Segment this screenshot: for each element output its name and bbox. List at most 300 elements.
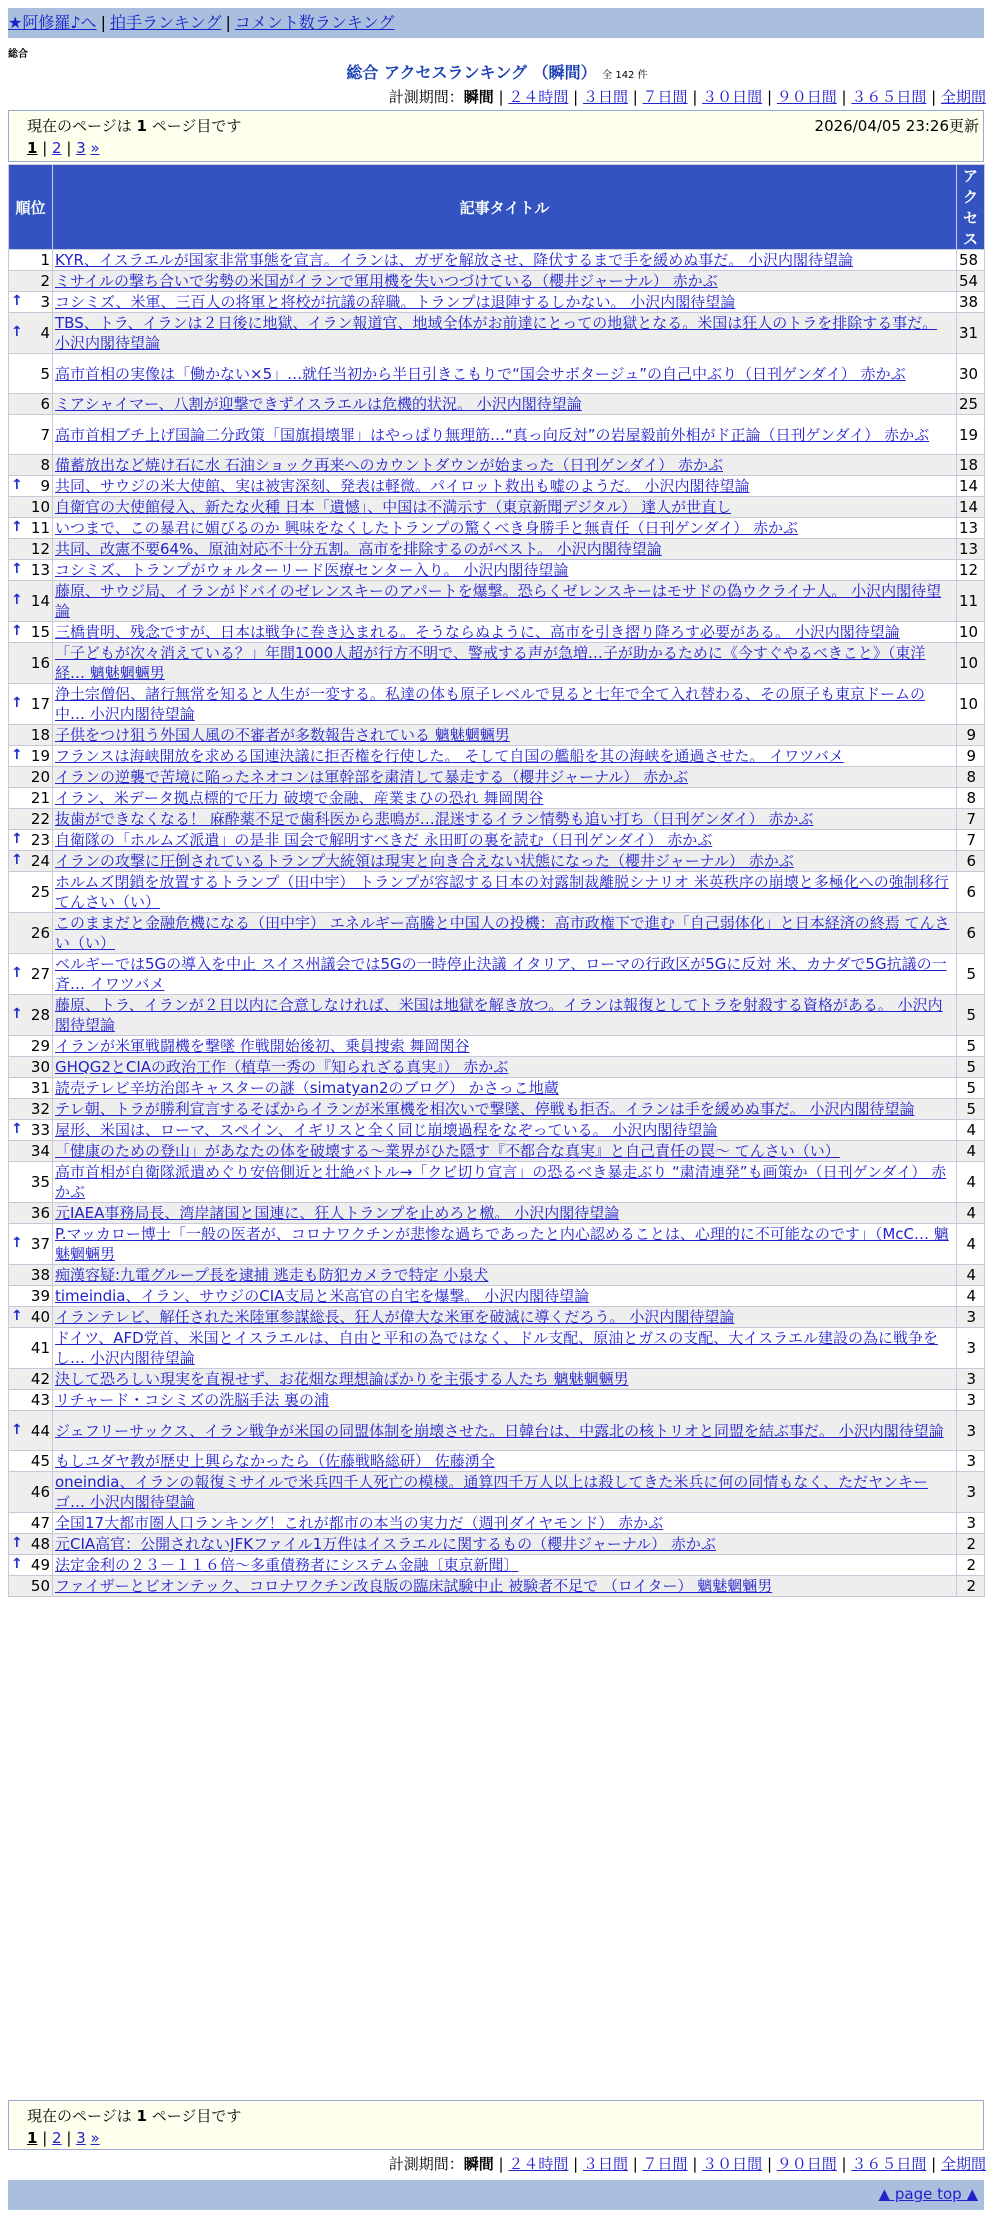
rank-up-arrow-icon: ↑ xyxy=(11,831,23,847)
article-link[interactable]: TBS、トラ、イランは２日後に地獄、イラン報道官、地域全体がお前達にとっての地獄となる。米国は狂人のトラを排除する事だ。 小沢内閣待望論 xyxy=(55,314,938,352)
title-cell xyxy=(53,1472,957,1513)
period-current: 瞬間 xyxy=(463,88,494,106)
access-count: 4 xyxy=(957,1120,985,1141)
access-count: 10 xyxy=(957,622,985,643)
rank-cell xyxy=(9,1328,53,1369)
rank-cell xyxy=(9,1036,53,1057)
rank-number: 37 xyxy=(30,1235,50,1253)
rank-number: 40 xyxy=(30,1308,50,1326)
access-count: 5 xyxy=(957,954,985,995)
table-row xyxy=(9,476,985,497)
rank-up-arrow-icon: ↑ xyxy=(11,1535,23,1551)
table-row xyxy=(9,767,985,788)
rank-number: 23 xyxy=(30,831,50,849)
article-link[interactable]: 子供をつけ狙う外国人風の不審者が多数報告されている 魑魅魍魎男 xyxy=(55,726,510,744)
rank-cell xyxy=(9,1555,53,1576)
article-link[interactable]: ジェフリーサックス、イラン戦争が米国の同盟体制を崩壊させた。日韓台は、中露北の核トリオと同盟を結ぶ事だ。 小沢内閣待望論 xyxy=(55,1421,944,1440)
rank-number: 36 xyxy=(30,1204,50,1222)
access-count: 5 xyxy=(957,1057,985,1078)
pager-bottom xyxy=(8,2100,984,2150)
period-link[interactable]: ９０日間 xyxy=(776,88,837,106)
rank-cell xyxy=(9,560,53,581)
rank-cell xyxy=(9,497,53,518)
rank-cell xyxy=(9,1534,53,1555)
rank-up-arrow-icon: ↑ xyxy=(11,1421,23,1438)
access-count: 7 xyxy=(957,809,985,830)
rank-up-arrow-icon: ↑ xyxy=(11,519,23,535)
updated-timestamp: 2026/04/05 23:26更新 xyxy=(814,117,979,135)
rank-cell xyxy=(9,455,53,476)
table-row xyxy=(9,271,985,292)
rank-number: 16 xyxy=(30,654,50,672)
rank-cell xyxy=(9,250,53,271)
title-cell xyxy=(53,1555,957,1576)
pager-top xyxy=(8,110,984,162)
article-link[interactable]: 共同、改憲不要64%、原油対応不十分五割。高市を排除するのがベスト。 小沢内閣待望論 xyxy=(55,540,662,558)
access-header: アクセス xyxy=(957,165,985,250)
rank-cell xyxy=(9,1307,53,1328)
title-cell xyxy=(53,851,957,872)
rank-number: 31 xyxy=(30,1079,50,1097)
access-count: 3 xyxy=(957,1369,985,1390)
rank-number: 44 xyxy=(30,1421,50,1440)
page-top-link[interactable]: ▲ page top ▲ xyxy=(878,2185,978,2203)
access-count: 13 xyxy=(957,539,985,560)
table-row xyxy=(9,809,985,830)
title-cell xyxy=(53,1078,957,1099)
rank-number: 1 xyxy=(40,251,50,269)
article-link[interactable]: 高市首相の実像は「働かない×5」…就任当初から半日引きこもりで“国会サボタージュ”の自己中ぶり（日刊ゲンダイ） 赤かぶ xyxy=(55,364,906,383)
article-link[interactable]: イランの攻撃に圧倒されているトランプ大統領は現実と向き合えない状態になった（櫻井ジャーナル） 赤かぶ xyxy=(55,852,794,870)
rank-up-arrow-icon: ↑ xyxy=(11,623,23,639)
rank-number: 50 xyxy=(30,1577,50,1595)
article-link[interactable]: 藤原、サウジ局、イランがドバイのゼレンスキーのアパートを爆撃。恐らくゼレンスキーはモサドの偽ウクライナ人。 小沢内閣待望論 xyxy=(55,582,942,620)
rank-cell xyxy=(9,1224,53,1265)
rank-cell xyxy=(9,1513,53,1534)
period-link[interactable]: ３日間 xyxy=(582,2155,628,2173)
article-link[interactable]: 浄土宗僧侶、諸行無常を知ると人生が一変する。私達の体も原子レベルで見ると七年で全て入れ替わる、その原子も東京ドームの中… 小沢内閣待望論 xyxy=(55,685,926,723)
access-count: 14 xyxy=(957,476,985,497)
article-link[interactable]: ミサイルの撃ち合いで劣勢の米国がイランで軍用機を失いつづけている（櫻井ジャーナル） 赤かぶ xyxy=(55,272,718,290)
table-row xyxy=(9,1576,985,1597)
access-count: 30 xyxy=(957,354,985,394)
period-link[interactable]: ２４時間 xyxy=(508,88,569,106)
table-row xyxy=(9,1120,985,1141)
rank-number: 4 xyxy=(40,324,50,342)
rank-number: 48 xyxy=(30,1535,50,1553)
table-row xyxy=(9,1078,985,1099)
period-current: 瞬間 xyxy=(463,2155,494,2173)
rank-number: 20 xyxy=(30,768,50,786)
access-count: 9 xyxy=(957,746,985,767)
title-cell xyxy=(53,725,957,746)
access-count: 54 xyxy=(957,271,985,292)
rank-number: 25 xyxy=(30,883,50,901)
access-count: 4 xyxy=(957,1265,985,1286)
article-link[interactable]: 藤原、トラ、イランが２日以内に合意しなければ、米国は地獄を解き放つ。イランは報復としてトラを射殺する資格がある。 小沢内閣待望論 xyxy=(55,996,943,1034)
rank-cell xyxy=(9,1576,53,1597)
rank-cell xyxy=(9,1265,53,1286)
period-link[interactable]: ７日間 xyxy=(642,88,688,106)
article-link[interactable]: 三橋貴明、残念ですが、日本は戦争に巻き込まれる。そうならぬように、高市を引き摺り降ろす必要がある。 小沢内閣待望論 xyxy=(55,623,900,641)
ranking-title: 総合 アクセスランキング （瞬間） xyxy=(346,63,597,82)
comment-ranking-link[interactable]: コメント数ランキング xyxy=(234,13,395,32)
rank-up-arrow-icon: ↑ xyxy=(11,1121,23,1137)
rank-number: 12 xyxy=(30,540,50,558)
period-link[interactable]: ９０日間 xyxy=(776,2155,837,2173)
clap-ranking-link[interactable]: 拍手ランキング xyxy=(109,13,222,32)
table-row xyxy=(9,995,985,1036)
title-cell xyxy=(53,1513,957,1534)
title-cell xyxy=(53,1411,957,1451)
rank-up-arrow-icon: ↑ xyxy=(11,293,23,309)
article-link[interactable]: ファイザーとビオンテック、コロナワクチン改良版の臨床試験中止 被験者不足で （ロイター） 魑魅魍魎男 xyxy=(55,1577,773,1595)
rank-cell xyxy=(9,622,53,643)
category-tag: 総合 xyxy=(8,49,28,60)
article-link[interactable]: ドイツ、AFD党首、米国とイスラエルは、自由と平和の為ではなく、ドル支配、原油とガスの支配、大イスラエル建設の為に戦争をし… 小沢内閣待望論 xyxy=(55,1329,939,1367)
period-selector-top: 計測期間：瞬間 | ２４時間 | ３日間 | ７日間 | ３０日間 | ９０日間 | ３６５日間 | 全期間 xyxy=(388,88,986,106)
period-link[interactable]: ３日間 xyxy=(582,88,628,106)
article-link[interactable]: 「子どもが次々消えている？」年間1000人超が行方不明で、警戒する声が急増…子が助かるために《今すぐやるべきこと》（東洋経… 魑魅魍魎男 xyxy=(55,644,926,682)
access-count: 2 xyxy=(957,1576,985,1597)
rank-number: 8 xyxy=(40,456,50,474)
rank-number: 35 xyxy=(30,1173,50,1191)
rank-number: 18 xyxy=(30,726,50,744)
title-cell xyxy=(53,1120,957,1141)
rank-number: 34 xyxy=(30,1142,50,1160)
title-cell xyxy=(53,415,957,455)
period-link[interactable]: ７日間 xyxy=(642,2155,688,2173)
rank-cell xyxy=(9,539,53,560)
current-page-text: 現在のページは 1 ページ目です xyxy=(27,117,242,135)
rank-cell xyxy=(9,851,53,872)
page-link-current: 1 xyxy=(27,2129,38,2147)
title-cell xyxy=(53,1203,957,1224)
rank-cell xyxy=(9,809,53,830)
article-link[interactable]: 備蓄放出など焼け石に水 石油ショック再来へのカウントダウンが始まった（日刊ゲンダイ） 赤かぶ xyxy=(55,456,724,474)
article-link[interactable]: テレ朝、トラが勝利宣言するそばからイランが米軍機を相次いで撃墜、停戦も拒否。イランは手を緩めぬ事だ。 小沢内閣待望論 xyxy=(55,1100,915,1118)
article-link[interactable]: ホルムズ閉鎖を放置するトランプ（田中宇） トランプが容認する日本の対露制裁離脱シナリオ 米英秩序の崩壊と多極化への強制移行 てんさい（い） xyxy=(55,873,949,911)
access-count: 31 xyxy=(957,313,985,354)
title-cell xyxy=(53,518,957,539)
access-count: 10 xyxy=(957,643,985,684)
rank-cell xyxy=(9,394,53,415)
article-link[interactable]: 読売テレビ辛坊治郎キャスターの謎（simatyan2のブログ） かさっこ地蔵 xyxy=(55,1079,559,1097)
access-count: 5 xyxy=(957,1036,985,1057)
access-count: 6 xyxy=(957,851,985,872)
table-row xyxy=(9,872,985,913)
rank-up-arrow-icon: ↑ xyxy=(11,852,23,868)
article-link[interactable]: イランの逆襲で苦境に陥ったネオコンは軍幹部を粛清して暴走する（櫻井ジャーナル） 赤かぶ xyxy=(55,768,689,786)
table-row xyxy=(9,684,985,725)
table-row xyxy=(9,292,985,313)
article-link[interactable]: 共同、サウジの米大使館、実は被害深刻、発表は軽微。パイロット救出も嘘のようだ。 小沢内閣待望論 xyxy=(55,477,750,495)
rank-cell xyxy=(9,1099,53,1120)
access-count: 25 xyxy=(957,394,985,415)
rank-cell xyxy=(9,354,53,394)
period-selector-bottom: 計測期間：瞬間 | ２４時間 | ３日間 | ７日間 | ３０日間 | ９０日間 | ３６５日間 | 全期間 xyxy=(388,2155,986,2173)
rank-header: 順位 xyxy=(9,165,53,250)
rank-cell xyxy=(9,746,53,767)
table-row xyxy=(9,643,985,684)
article-link[interactable]: 法定金利の２３－１１６倍〜多重債務者にシステム金融〔東京新聞〕 xyxy=(55,1556,519,1574)
rank-up-arrow-icon: ↑ xyxy=(11,1556,23,1572)
rank-number: 33 xyxy=(30,1121,50,1139)
table-row xyxy=(9,913,985,954)
rank-up-arrow-icon: ↑ xyxy=(11,695,23,711)
access-count: 4 xyxy=(957,1224,985,1265)
access-count: 5 xyxy=(957,1078,985,1099)
rank-cell xyxy=(9,872,53,913)
title-cell xyxy=(53,560,957,581)
rank-cell xyxy=(9,292,53,313)
article-link[interactable]: 決して恐ろしい現実を直視せず、お花畑な理想論ばかりを主張する人たち 魑魅魍魎男 xyxy=(55,1370,629,1388)
rank-cell xyxy=(9,767,53,788)
page-link[interactable]: 3 xyxy=(76,139,86,157)
access-count: 2 xyxy=(957,1534,985,1555)
article-link[interactable]: 屋形、米国は、ローマ、スペイン、イギリスと全く同じ崩壊過程をなぞっている。 小沢内閣待望論 xyxy=(55,1121,718,1139)
table-row xyxy=(9,1369,985,1390)
top-nav-bar: ★阿修羅♪へ | 拍手ランキング | コメント数ランキング xyxy=(8,8,984,38)
title-cell xyxy=(53,250,957,271)
rank-cell xyxy=(9,1057,53,1078)
page-link[interactable]: 3 xyxy=(76,2129,86,2147)
rank-cell xyxy=(9,1411,53,1451)
period-link[interactable]: ２４時間 xyxy=(508,2155,569,2173)
access-count: 18 xyxy=(957,455,985,476)
access-count: 7 xyxy=(957,830,985,851)
rank-cell xyxy=(9,415,53,455)
rank-number: 13 xyxy=(30,561,50,579)
article-link[interactable]: コシミズ、米軍、三百人の将軍と将校が抗議の辞職。トランプは退陣するしかない。 小沢内閣待望論 xyxy=(55,293,736,311)
rank-number: 11 xyxy=(30,519,50,537)
rank-cell xyxy=(9,313,53,354)
title-cell xyxy=(53,1057,957,1078)
title-cell xyxy=(53,292,957,313)
table-row xyxy=(9,313,985,354)
page-links: 1 | 2 | 3 » xyxy=(27,139,100,157)
table-row xyxy=(9,1057,985,1078)
table-row xyxy=(9,455,985,476)
title-cell xyxy=(53,1451,957,1472)
article-link[interactable]: コシミズ、トランプがウォルターリード医療センター入り。 小沢内閣待望論 xyxy=(55,561,569,579)
page-title xyxy=(0,60,994,83)
article-link[interactable]: 「健康のための登山」があなたの体を破壊する～業界がひた隠す『不都合な真実』と自己責任の罠～ てんさい（い） xyxy=(55,1142,840,1160)
rank-up-arrow-icon: ↑ xyxy=(11,747,23,763)
rank-number: 2 xyxy=(40,272,50,290)
period-label: 計測期間： xyxy=(388,2155,464,2173)
rank-number: 27 xyxy=(30,965,50,983)
article-link[interactable]: KYR、イスラエルが国家非常事態を宣言。イランは、ガザを解放させ、降伏するまで手を緩めぬ事だ。 小沢内閣待望論 xyxy=(55,251,854,269)
article-link[interactable]: 痴漢容疑:九電グループ長を逮捕 逃走も防犯カメラで特定 小泉犬 xyxy=(55,1266,489,1284)
access-count: 3 xyxy=(957,1390,985,1411)
title-cell xyxy=(53,622,957,643)
access-count: 10 xyxy=(957,684,985,725)
access-count: 5 xyxy=(957,1099,985,1120)
access-count: 4 xyxy=(957,1162,985,1203)
next-page-link[interactable]: » xyxy=(90,139,100,157)
title-cell xyxy=(53,830,957,851)
article-link[interactable]: ベルギーでは5Gの導入を中止 スイス州議会では5Gの一時停止決議 イタリア、ローマの行政区が5Gに反対 米、カナダで5G抗議の一斉… イワツバメ xyxy=(55,955,947,993)
page-links: 1 | 2 | 3 » xyxy=(27,2129,100,2147)
title-cell xyxy=(53,1099,957,1120)
article-link[interactable]: timeindia、イラン、サウジのCIA支局と米高官の自宅を爆撃。 小沢内閣待望論 xyxy=(55,1287,590,1305)
article-link[interactable]: 高市首相ブチ上げ国論二分政策「国旗損壊罪」はやっぱり無理筋…“真っ向反対”の岩屋毅前外相がド正論（日刊ゲンダイ） 赤かぶ xyxy=(55,425,930,444)
article-link[interactable]: 自衛官の大使館侵入、新たな火種 日本「遺憾」、中国は不満示す（東京新聞デジタル） 達人が世直し xyxy=(55,498,732,516)
rank-up-arrow-icon: ↑ xyxy=(11,324,23,340)
period-link[interactable]: ３６５日間 xyxy=(851,88,927,106)
article-link[interactable]: イランが米軍戦闘機を撃墜 作戦開始後初、乗員捜索 舞岡関谷 xyxy=(55,1037,470,1055)
rank-number: 45 xyxy=(30,1452,50,1470)
rank-up-arrow-icon: ↑ xyxy=(11,965,23,981)
table-row xyxy=(9,581,985,622)
article-link[interactable]: 元IAEA事務局長、湾岸諸国と国連に、狂人トランプを止めろと檄。 小沢内閣待望論 xyxy=(55,1204,620,1222)
access-count: 8 xyxy=(957,788,985,809)
access-count: 3 xyxy=(957,1451,985,1472)
article-link[interactable]: イラン、米データ拠点標的で圧力 破壊で金融、産業まひの恐れ 舞岡関谷 xyxy=(55,789,544,807)
table-row xyxy=(9,1390,985,1411)
period-link[interactable]: ３６５日間 xyxy=(851,2155,927,2173)
table-row xyxy=(9,394,985,415)
rank-number: 30 xyxy=(30,1058,50,1076)
title-cell xyxy=(53,497,957,518)
title-cell xyxy=(53,313,957,354)
title-cell xyxy=(53,1141,957,1162)
table-row xyxy=(9,1411,985,1451)
table-row xyxy=(9,1286,985,1307)
rank-cell xyxy=(9,1390,53,1411)
title-cell xyxy=(53,455,957,476)
access-count: 12 xyxy=(957,560,985,581)
table-row xyxy=(9,725,985,746)
article-link[interactable]: このままだと金融危機になる（田中宇） エネルギー高騰と中国人の投機：高市政権下で進む「自己弱体化」と日本経済の終焉 てんさい（い） xyxy=(55,914,950,952)
article-link[interactable]: oneindia、イランの報復ミサイルで米兵四千人死亡の模様。通算四千万人以上は殺してきた米兵に何の同情もなく、ただヤンキーゴ… 小沢内閣待望論 xyxy=(55,1473,928,1511)
access-count: 4 xyxy=(957,1141,985,1162)
page-link[interactable]: 2 xyxy=(52,139,62,157)
rank-number: 15 xyxy=(30,623,50,641)
article-link[interactable]: 高市首相が自衛隊派遣めぐり安倍側近と壮絶バトル→「クビ切り宣言」の恐るべき暴走ぶり “粛清連発”も画策か（日刊ゲンダイ） 赤かぶ xyxy=(55,1163,947,1201)
title-cell xyxy=(53,1265,957,1286)
rank-number: 14 xyxy=(30,592,50,610)
access-count: 58 xyxy=(957,250,985,271)
period-link[interactable]: 全期間 xyxy=(940,88,986,106)
article-link[interactable]: 抜歯ができなくなる！ 麻酔薬不足で歯科医から悲鳴が…混迷するイラン情勢も追い打ち（日刊ゲンダイ） 赤かぶ xyxy=(55,810,814,828)
article-link[interactable]: いつまで、この暴君に媚びるのか 興味をなくしたトランプの驚くべき身勝手と無責任（日刊ゲンダイ） 赤かぶ xyxy=(55,519,799,537)
home-link[interactable]: ★阿修羅♪へ xyxy=(8,13,97,32)
rank-cell xyxy=(9,725,53,746)
rank-number: 19 xyxy=(30,747,50,765)
rank-number: 32 xyxy=(30,1100,50,1118)
current-page-text: 現在のページは 1 ページ目です xyxy=(27,2107,242,2125)
table-row xyxy=(9,1099,985,1120)
rank-cell xyxy=(9,518,53,539)
title-cell xyxy=(53,354,957,394)
rank-cell xyxy=(9,1203,53,1224)
title-cell xyxy=(53,539,957,560)
rank-up-arrow-icon: ↑ xyxy=(11,1235,23,1251)
article-link[interactable]: 元CIA高官：公開されないJFKファイル1万件はイスラエルに関するもの（櫻井ジャーナル） 赤かぶ xyxy=(55,1535,716,1553)
access-count: 3 xyxy=(957,1328,985,1369)
rank-number: 7 xyxy=(40,425,50,444)
title-cell xyxy=(53,872,957,913)
rank-number: 6 xyxy=(40,395,50,413)
period-link[interactable]: 全期間 xyxy=(940,2155,986,2173)
access-count: 3 xyxy=(957,1513,985,1534)
rank-cell xyxy=(9,1451,53,1472)
title-cell xyxy=(53,1328,957,1369)
rank-cell xyxy=(9,643,53,684)
access-count: 4 xyxy=(957,1203,985,1224)
rank-number: 28 xyxy=(30,1006,50,1024)
table-row xyxy=(9,1224,985,1265)
table-row xyxy=(9,1472,985,1513)
access-count: 13 xyxy=(957,518,985,539)
table-row xyxy=(9,1036,985,1057)
rank-cell xyxy=(9,684,53,725)
rank-number: 39 xyxy=(30,1287,50,1305)
rank-number: 38 xyxy=(30,1266,50,1284)
article-link[interactable]: イランテレビ、解任された米陸軍参謀総長、狂人が偉大な米軍を破滅に導くだろう。 小沢内閣待望論 xyxy=(55,1308,735,1326)
table-row xyxy=(9,1141,985,1162)
table-row xyxy=(9,1203,985,1224)
access-count: 3 xyxy=(957,1472,985,1513)
table-row xyxy=(9,250,985,271)
title-cell xyxy=(53,684,957,725)
table-row xyxy=(9,851,985,872)
article-link[interactable]: 全国17大都市圏人口ランキング！これが都市の本当の実力だ（週刊ダイヤモンド） 赤かぶ xyxy=(55,1514,664,1532)
rank-cell xyxy=(9,476,53,497)
table-row xyxy=(9,518,985,539)
title-cell xyxy=(53,1307,957,1328)
period-link[interactable]: ３０日間 xyxy=(702,2155,763,2173)
ranking-table xyxy=(8,164,985,1597)
rank-number: 49 xyxy=(30,1556,50,1574)
article-link[interactable]: GHQG2とCIAの政治工作（植草一秀の『知られざる真実』） 赤かぶ xyxy=(55,1058,509,1076)
article-link[interactable]: 自衛隊の「ホルムズ派遣」の是非 国会で解明すべきだ 永田町の裏を読む（日刊ゲンダイ） 赤かぶ xyxy=(55,831,713,849)
article-link[interactable]: ミアシャイマー、八割が迎撃できずイスラエルは危機的状況。 小沢内閣待望論 xyxy=(55,395,582,413)
rank-cell xyxy=(9,830,53,851)
rank-cell xyxy=(9,1369,53,1390)
title-cell xyxy=(53,913,957,954)
rank-up-arrow-icon: ↑ xyxy=(11,477,23,493)
title-cell xyxy=(53,1036,957,1057)
rank-number: 3 xyxy=(40,293,50,311)
page-link[interactable]: 2 xyxy=(52,2129,62,2147)
title-cell xyxy=(53,1286,957,1307)
article-link[interactable]: P.マッカロー博士「一般の医者が、コロナワクチンが悲惨な過ちであったと内心認めることは、心理的に不可能なのです」（McC… 魑魅魍魎男 xyxy=(55,1225,949,1263)
rank-cell xyxy=(9,1286,53,1307)
title-cell xyxy=(53,1369,957,1390)
table-row xyxy=(9,497,985,518)
table-row xyxy=(9,746,985,767)
period-link[interactable]: ３０日間 xyxy=(702,88,763,106)
rank-up-arrow-icon: ↑ xyxy=(11,561,23,577)
total-count: 全 142 件 xyxy=(602,70,648,81)
rank-cell xyxy=(9,1120,53,1141)
article-link[interactable]: フランスは海峡開放を求める国連決議に拒否権を行使した。 そして自国の艦船を其の海峡を通過させた。 イワツバメ xyxy=(55,747,844,765)
next-page-link[interactable]: » xyxy=(90,2129,100,2147)
rank-up-arrow-icon: ↑ xyxy=(11,592,23,608)
article-link[interactable]: もしユダヤ教が歴史上興らなかったら（佐藤戦略総研） 佐藤湧全 xyxy=(55,1452,495,1470)
rank-cell xyxy=(9,1472,53,1513)
title-cell xyxy=(53,1224,957,1265)
title-cell xyxy=(53,271,957,292)
table-row xyxy=(9,1328,985,1369)
footer-bar xyxy=(8,2180,984,2210)
table-row xyxy=(9,1534,985,1555)
article-link[interactable]: リチャード・コシミズの洗脳手法 裏の浦 xyxy=(55,1391,330,1409)
table-row xyxy=(9,539,985,560)
